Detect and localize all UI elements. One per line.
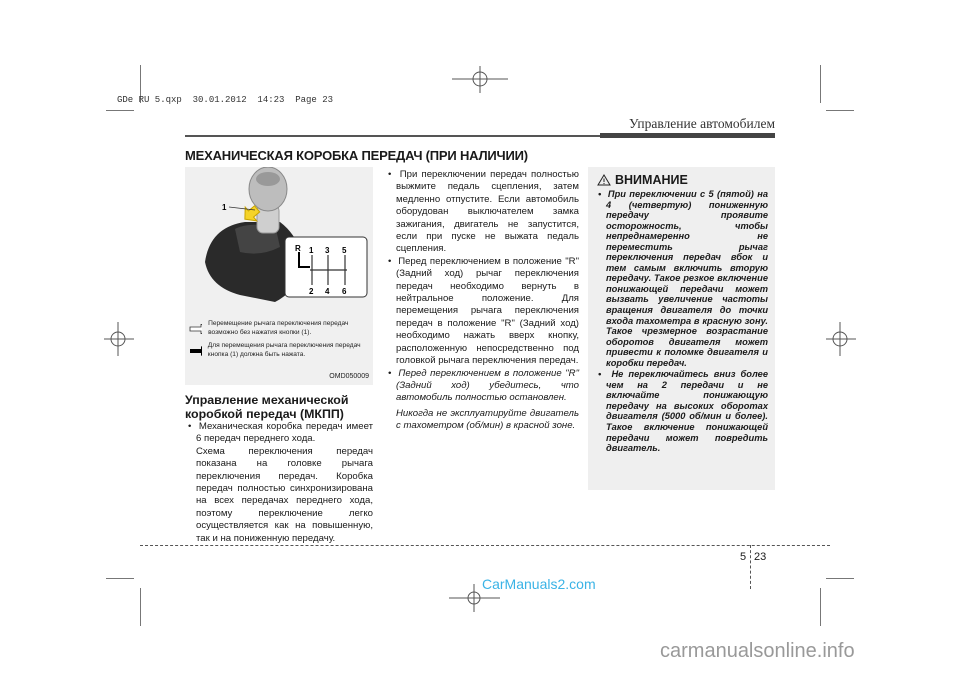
section-header: Управление автомобилем	[629, 116, 775, 131]
bullet-item: • Механическая коробка передач имеет 6 передач переднего хода.	[188, 421, 373, 445]
column-1	[185, 393, 373, 545]
figure-code: OMD050009	[329, 372, 369, 380]
column-2	[385, 169, 579, 433]
paragraph: Никогда не эксплуатируйте двигатель с тахометром (об/мин) в красной зоне.	[396, 407, 579, 432]
hollow-arrow-icon	[189, 324, 202, 334]
header-rule-accent	[600, 133, 775, 138]
footer-rule	[140, 545, 830, 546]
bullet-item: • При переключении с 5 (пятой) на 4 (четвертую) пониженную передачу проявите осторожность, чтобы непреднамеренно не переместить рычаг переключения передач вбок и тем самым включить вторую передачу. Такое резкое включение понижающей передачи может вызвать увеличение частоты вращения двигателя до точки входа тахометра в красную зону. Такое чрезмерное возрастание оборотов двигателя может привести к поломке двигателя и коробки передач.	[598, 189, 768, 368]
gear-label-r: R	[295, 244, 301, 253]
warning-triangle-icon	[597, 174, 611, 186]
solid-arrow-icon	[189, 346, 202, 356]
chapter-number: 5	[740, 551, 747, 563]
paragraph: Схема переключения передач показана на головке рычага переключения передач. Коробка передач полностью синхронизирована на всех передачах переднего хода, поэтому переключение легко осуществляется как на повышенную, так и на пониженную передачу.	[196, 445, 373, 544]
header-rule	[185, 135, 600, 137]
page-title: МЕХАНИЧЕСКАЯ КОРОБКА ПЕРЕДАЧ (ПРИ НАЛИЧИИ)	[185, 148, 528, 163]
bullet-item: • Перед переключением в положение "R" (Задний ход) рычаг переключения передач необходимо вернуть в нейтральное положение. Для перемещения рычага переключения передач в положение "R" (Задний ход) необходимо нажать вверх кнопку, расположенную непосредственно под головкой рычага переключения передач.	[388, 255, 579, 367]
warning-box	[588, 167, 775, 490]
gear-label-3: 3	[325, 246, 330, 255]
bullet-item: • Не переключайтесь вниз более чем на 2 передачи и не включайте понижающую передачу на высоких оборотах двигателя (5000 об/мин и более). Такое включение понижающей передачи может повредить двигатель.	[598, 369, 768, 454]
gear-label-6: 6	[342, 287, 347, 296]
print-slug: GDe RU 5.qxp 30.01.2012 14:23 Page 23	[117, 95, 334, 105]
warning-title: ВНИМАНИЕ	[615, 173, 688, 187]
gear-label-2: 2	[309, 287, 314, 296]
gear-label-4: 4	[325, 287, 330, 296]
page-number: 23	[754, 551, 767, 563]
footer-divider	[750, 545, 751, 589]
registration-mark-icon	[104, 322, 134, 356]
legend-text: Для перемещения рычага переключения передач кнопка (1) должна быть нажата.	[207, 342, 361, 358]
gear-label-1: 1	[309, 246, 314, 255]
registration-mark-icon	[452, 66, 508, 93]
callout-1: 1	[222, 203, 227, 212]
gear-shifter-illustration	[185, 167, 373, 317]
watermark-link[interactable]: carmanualsonline.info	[660, 640, 855, 662]
gear-label-5: 5	[342, 246, 347, 255]
registration-mark-icon	[826, 322, 856, 356]
gear-shifter-figure	[185, 167, 373, 385]
figure-legend	[189, 320, 369, 359]
legend-text: Перемещение рычага переключения передач возможно без нажатия кнопки (1).	[208, 320, 349, 336]
bullet-item: • При переключении передач полностью выжмите педаль сцепления, затем медленно отпустите. Если автомобиль оборудован выключателем замка зажигания, двигатель не запустится, если при пуске не выжата педаль сцепления.	[388, 169, 579, 255]
bullet-item: • Перед переключением в положение "R" (Задний ход) убедитесь, что автомобиль полностью остановлен.	[388, 367, 579, 404]
watermark-link[interactable]: CarManuals2.com	[482, 576, 596, 592]
subsection-heading: Управление механической коробкой передач (МКПП)	[185, 393, 349, 421]
